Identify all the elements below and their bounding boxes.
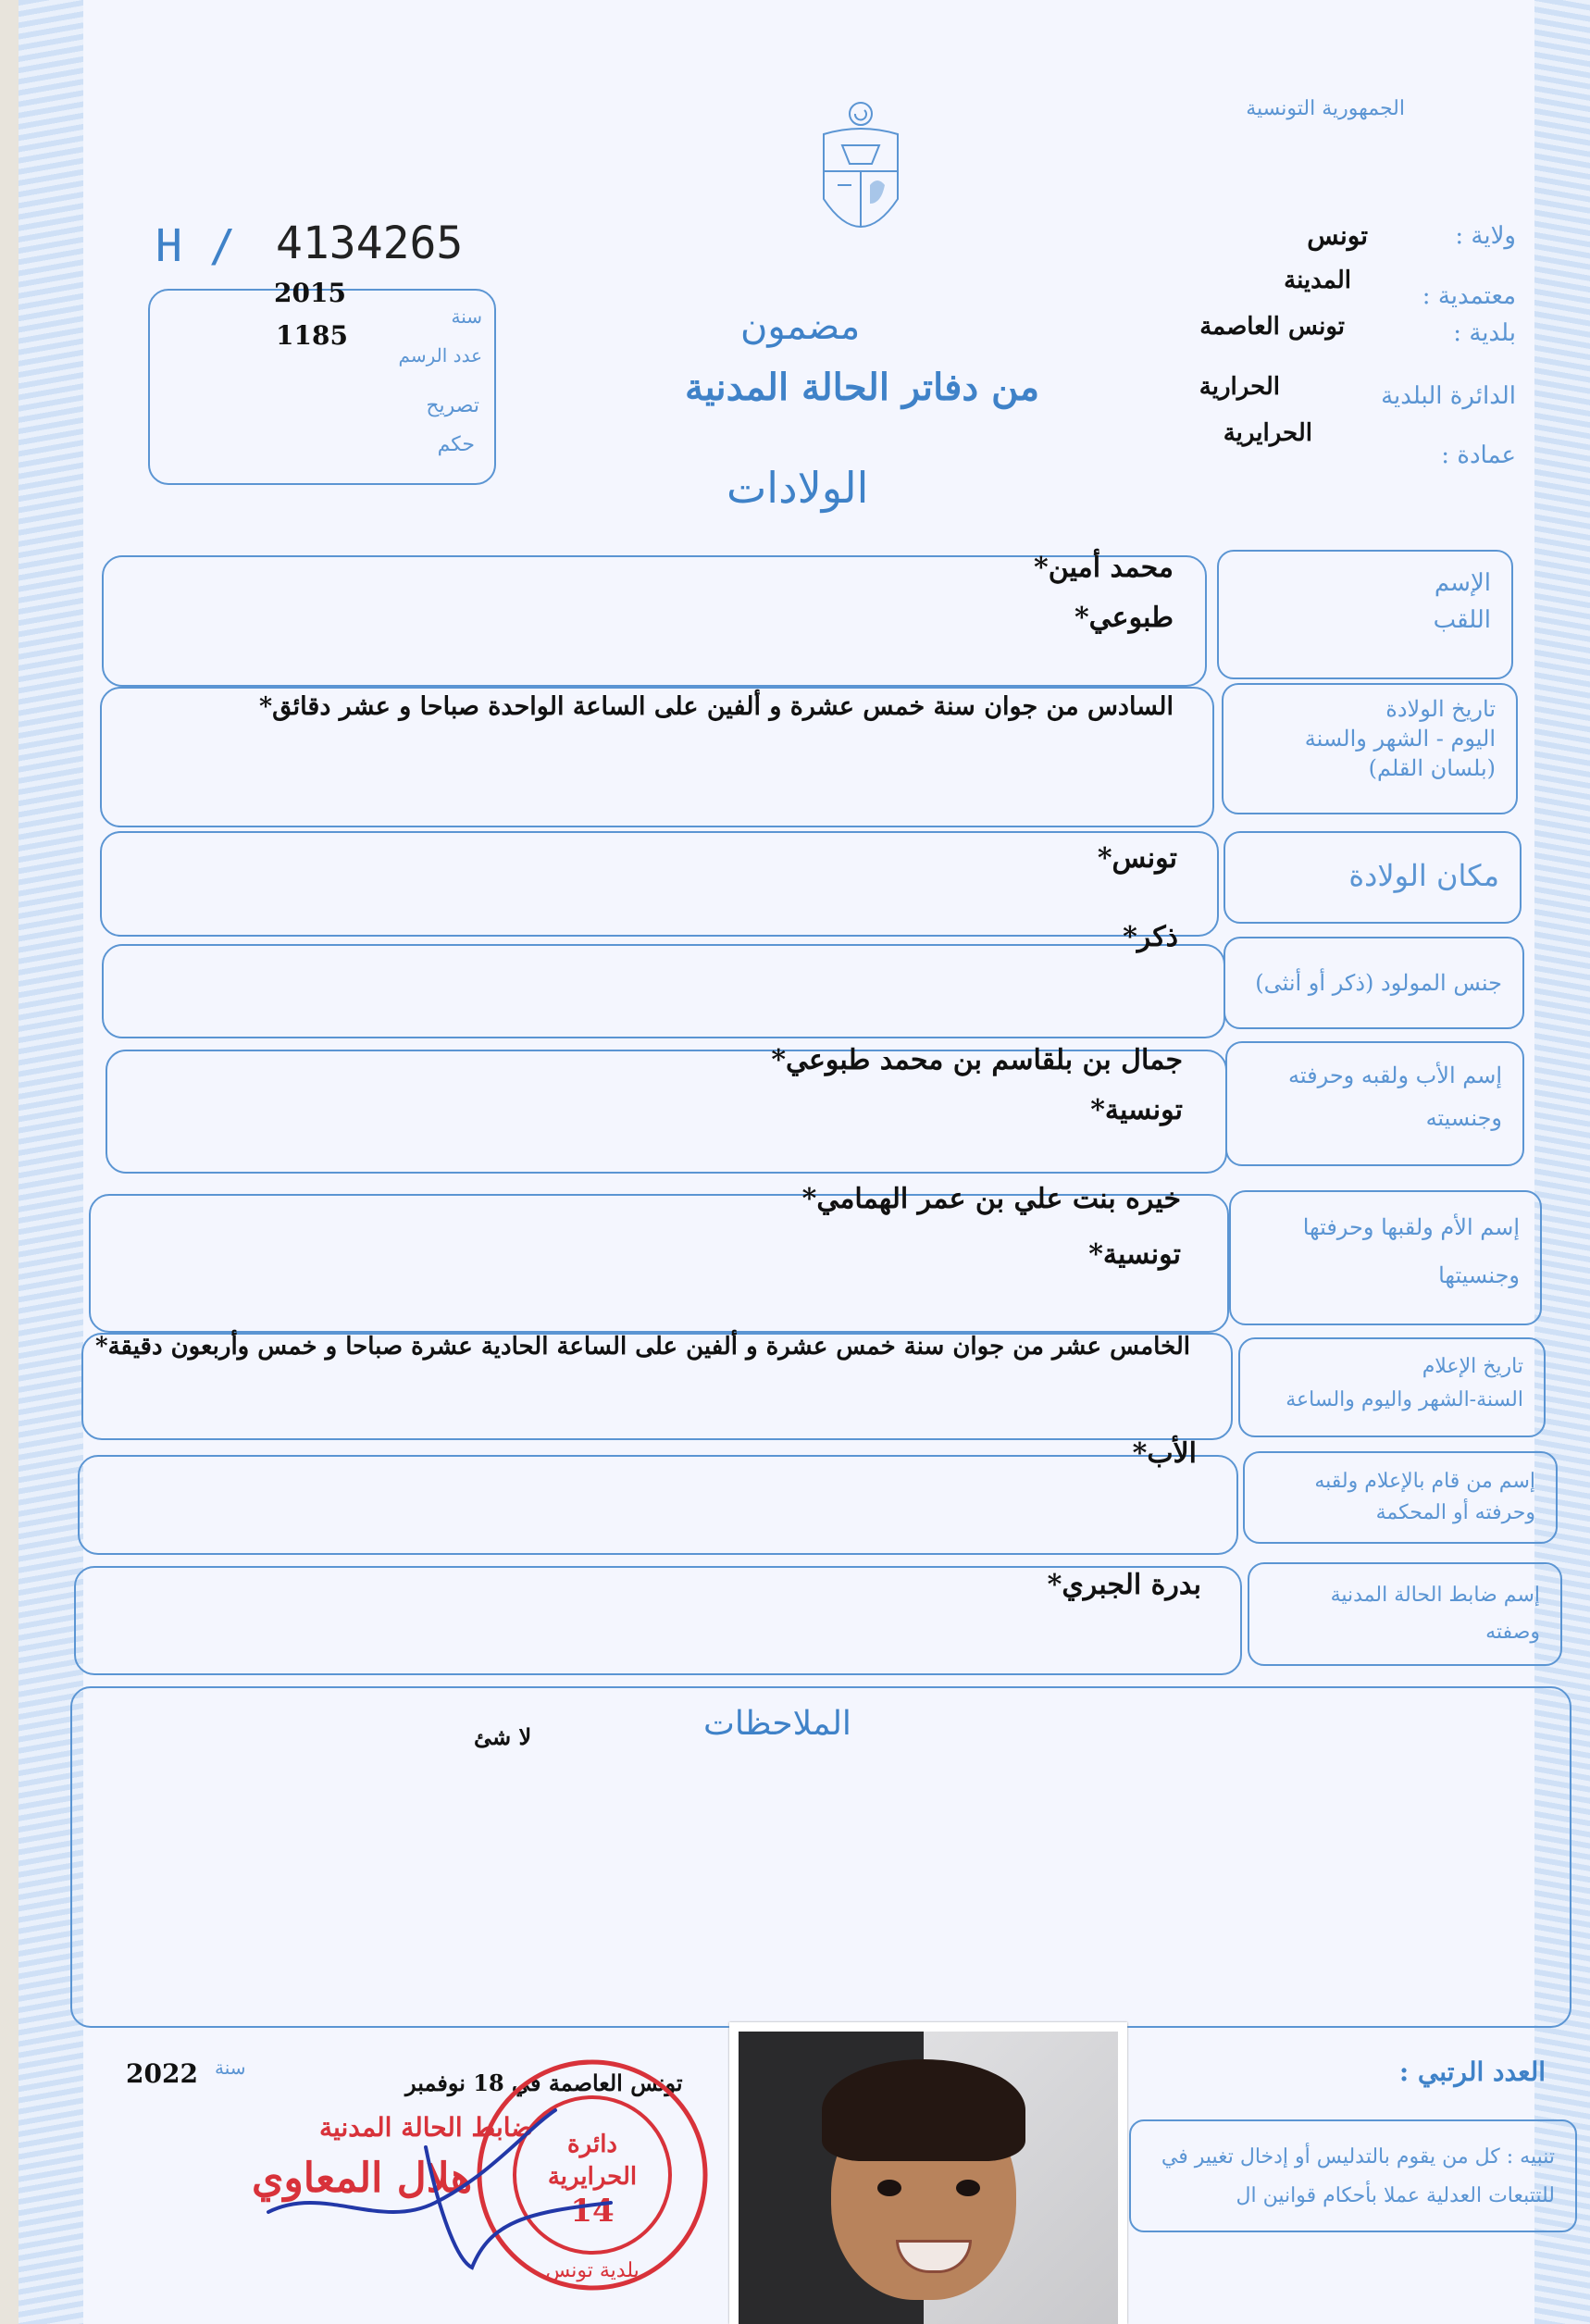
mother-label-box xyxy=(1229,1190,1542,1325)
reg-number-label: عدد الرسم xyxy=(398,344,482,367)
declarant-label-2: وحرفته أو المحكمة xyxy=(1375,1501,1535,1524)
birth-place-label: مكان الولادة xyxy=(1348,858,1499,893)
birth-date-label-box xyxy=(1222,683,1518,814)
officer-title-stamp: ضابط الحالة المدنية xyxy=(319,2112,534,2143)
surname-value: طبوعي* xyxy=(1074,602,1174,634)
municipality-value: تونس العاصمة xyxy=(1199,313,1345,341)
birth-date-label-1: تاريخ الولادة xyxy=(1385,696,1496,722)
stamp-district-name: الحرايرية xyxy=(547,2163,638,2191)
birth-place-value: تونس* xyxy=(1097,842,1177,875)
warning-box xyxy=(1129,2119,1577,2232)
sex-value-box xyxy=(102,944,1225,1038)
declarant-label-box xyxy=(1243,1451,1558,1544)
birth-place-value-box xyxy=(100,831,1219,937)
officer-label-1: إسم ضابط الحالة المدنية xyxy=(1330,1584,1540,1607)
declaration-date-label-2: السنة-الشهر واليوم والساعة xyxy=(1286,1388,1523,1411)
father-label-2: وجنسيته xyxy=(1425,1105,1502,1131)
birth-date-label-3: (بلسان القلم) xyxy=(1368,755,1496,781)
sex-label-box xyxy=(1224,937,1524,1029)
mother-label-2: وجنسيتها xyxy=(1438,1262,1520,1288)
father-nationality: تونسية* xyxy=(1090,1094,1183,1126)
stamp-number: 14 xyxy=(570,2193,615,2230)
declarant-value-box xyxy=(78,1455,1238,1555)
mother-value: خيره بنت علي بن عمر الهمامي* xyxy=(801,1183,1181,1215)
judgment-label: حكم xyxy=(437,433,475,456)
delegation-label: معتمدية : xyxy=(1422,282,1516,310)
birth-place-label-box xyxy=(1224,831,1522,924)
serial-prefix: H / xyxy=(155,220,236,272)
handwritten-signature xyxy=(250,2073,639,2277)
notes-title: الملاحظات xyxy=(703,1705,851,1743)
father-value: جمال بن بلقاسم بن محمد طبوعي* xyxy=(771,1044,1183,1076)
year-value: 2015 xyxy=(274,278,346,308)
warning-line-1: تنبيه : كل من يقوم بالتدليس أو إدخال تغيير في xyxy=(1161,2145,1555,2169)
declaration-date-label-1: تاريخ الإعلام xyxy=(1422,1355,1523,1378)
stamp-district: دائرة xyxy=(566,2131,618,2158)
serial-number: 4134265 xyxy=(276,217,464,269)
birth-date-value: السادس من جوان سنة خمس عشرة و ألفين على الساعة الواحدة صباحا و عشر دقائق* xyxy=(259,692,1174,721)
surname-label: اللقب xyxy=(1433,606,1491,634)
district-label: الدائرة البلدية xyxy=(1381,382,1516,410)
delegation-value: المدينة xyxy=(1284,267,1351,294)
footer-year-label: سنة xyxy=(215,2057,246,2079)
stamp-ring-text: بلدية تونس xyxy=(545,2259,640,2282)
omda-label: عمادة : xyxy=(1441,441,1516,469)
mother-nationality: تونسية* xyxy=(1088,1238,1181,1271)
birth-date-label-2: اليوم - الشهر والسنة xyxy=(1304,726,1496,752)
coat-of-arms-emblem xyxy=(814,97,907,259)
reg-number-value: 1185 xyxy=(276,320,348,351)
footer-place-date: تونس العاصمة في 18 نوفمبر xyxy=(405,2069,683,2096)
name-label-box xyxy=(1217,550,1513,679)
name-value: محمد أمين* xyxy=(1034,552,1174,584)
warning-line-2: للتتبعات العدلية عملا بأحكام قوانين ال xyxy=(1236,2184,1555,2207)
district-value: الحرارية xyxy=(1199,373,1280,401)
sex-label: جنس المولود (ذكر أو أنثى) xyxy=(1255,970,1502,996)
title-births: الولادات xyxy=(727,463,869,513)
republic-label: الجمهورية التونسية xyxy=(1246,97,1405,120)
father-label-box xyxy=(1225,1041,1524,1166)
declarant-label-1: إسم من قام بالإعلام ولقبه xyxy=(1314,1470,1535,1493)
father-label-1: إسم الأب ولقبه وحرفته xyxy=(1288,1063,1502,1088)
year-label: سنة xyxy=(451,305,482,328)
title-civil-registers: من دفاتر الحالة المدنية xyxy=(685,366,1039,409)
wilaya-value: تونس xyxy=(1307,220,1368,251)
municipality-label: بلدية : xyxy=(1453,319,1516,347)
officer-label-2: وصفته xyxy=(1485,1621,1540,1644)
declarant-value: الأب* xyxy=(1132,1437,1197,1470)
name-label: الإسم xyxy=(1434,569,1491,597)
declaration-date-value: الخامس عشر من جوان سنة خمس عشرة و ألفين على الساعة الحادية عشرة صباحا و خمس وأربعون دقيقة* xyxy=(95,1333,1190,1361)
officer-value: بدرة الجبري* xyxy=(1047,1569,1201,1601)
officer-name-stamp: هلال المعاوي xyxy=(252,2155,473,2202)
mother-label-1: إسم الأم ولقبها وحرفتها xyxy=(1302,1214,1520,1240)
serial-order-label: العدد الرتبي : xyxy=(1398,2057,1546,2087)
officer-label-box xyxy=(1248,1562,1562,1666)
child-photo xyxy=(729,2022,1127,2324)
omda-value: الحرايرية xyxy=(1223,419,1312,447)
declaration-label: تصريح xyxy=(426,394,479,417)
sex-value: ذكر* xyxy=(1123,921,1178,953)
wilaya-label: ولاية : xyxy=(1455,222,1516,250)
notes-value: لا شئ xyxy=(474,1723,532,1750)
title-summary: مضمون xyxy=(740,305,861,348)
declaration-date-label-box xyxy=(1238,1337,1546,1437)
footer-year-value: 2022 xyxy=(126,2058,198,2089)
